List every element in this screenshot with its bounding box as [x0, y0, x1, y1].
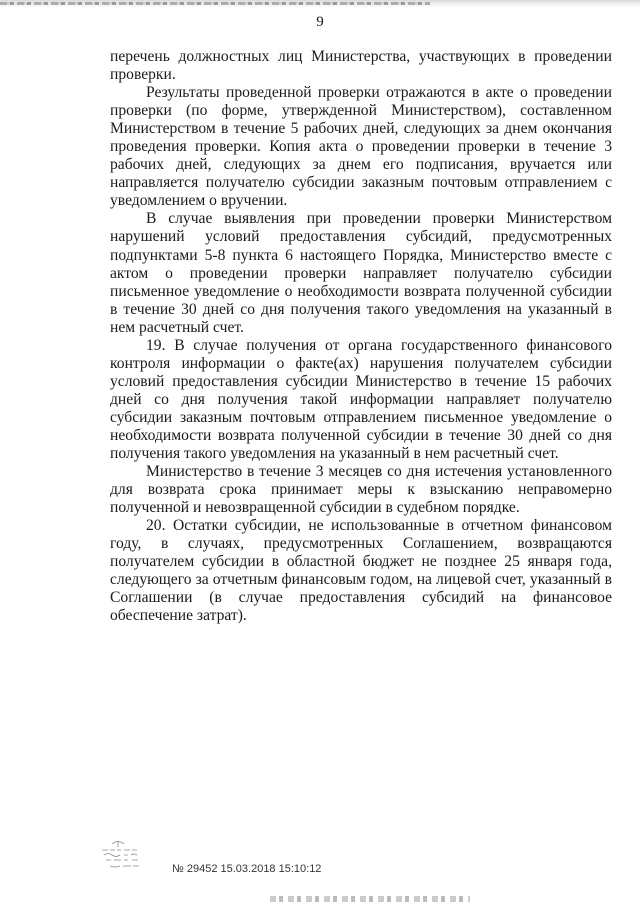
registration-stamp-icon	[98, 838, 158, 874]
page-number: 9	[316, 14, 324, 30]
paragraph-item-19: 19. В случае получения от органа государственного финансового контроля информации о факте(ах) нарушения получателем субсидии условий предоставления субсидии Министерство в течение 15 рабочих дней со дня получения такой информации направляет получателю субсидии заказным почтовым отправлением письменное уведомление о необходимости возврата полученной субсидии в течение 30 дней со дня получения такого уведомления на указанный в нем расчетный счет.	[110, 336, 612, 463]
document-registration-number: № 29452 15.03.2018 15:10:12	[172, 863, 322, 875]
scan-artifact-top	[0, 2, 430, 5]
scan-artifact-bottom	[270, 896, 470, 902]
document-body	[110, 48, 612, 626]
paragraph-continuation: перечень должностных лиц Министерства, участвующих в проведении проверки.	[110, 48, 612, 84]
paragraph-item-20: 20. Остатки субсидии, не использованные в отчетном финансовом году, в случаях, предусмотренных Соглашением, возвращаются получателем субсидии в областной бюджет не позднее 25 января года, следующего за отчетным финансовым годом, на лицевой счет, указанный в Соглашении (в случае предоставления субсидий на финансовое обеспечение затрат).	[110, 517, 612, 625]
paragraph-recovery: Министерство в течение 3 месяцев со дня истечения установленного для возврата срока принимает меры к взысканию неправомерно полученной и невозвращенной субсидии в судебном порядке.	[110, 463, 612, 517]
paragraph-inspection-act: Результаты проведенной проверки отражаются в акте о проведении проверки (по форме, утвержденной Министерством), составленном Министерством в течение 5 рабочих дней, следующих за днем окончания проведения проверки. Копия акта о проведении проверки в течение 3 рабочих дней, следующих за днем его подписания, вручается или направляется получателю субсидии заказным почтовым отправлением с уведомлением о вручении.	[110, 84, 612, 210]
paragraph-violations: В случае выявления при проведении проверки Министерством нарушений условий предоставления субсидий, предусмотренных подпунктами 5-8 пункта 6 настоящего Порядка, Министерство вместе с актом о проведении проверки направляет получателю субсидии письменное уведомление о необходимости возврата полученной субсидии в течение 30 дней со дня получения такого уведомления на указанный в нем расчетный счет.	[110, 210, 612, 336]
